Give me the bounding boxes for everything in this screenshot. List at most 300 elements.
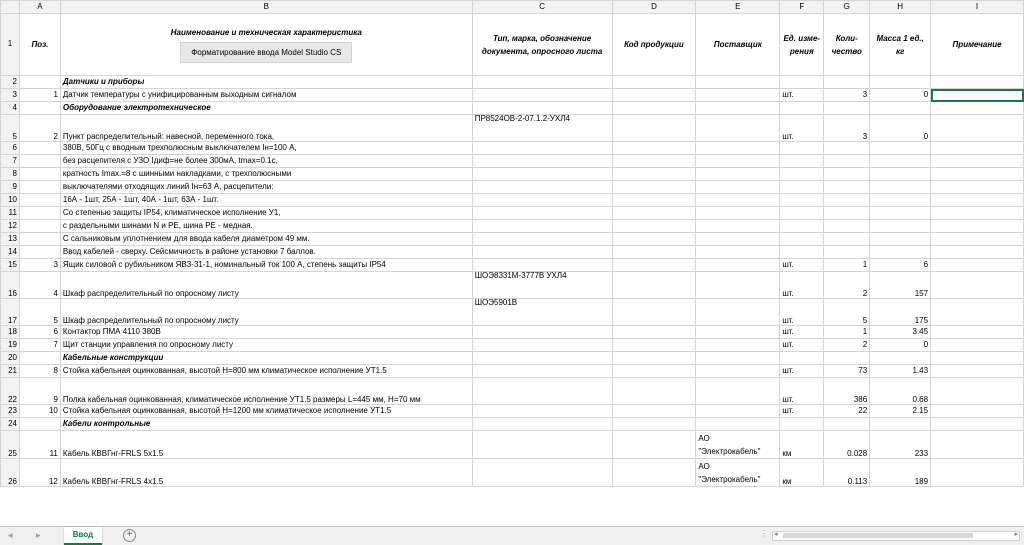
cell-e[interactable]	[696, 259, 780, 272]
cell-i[interactable]	[931, 194, 1024, 207]
cell-g[interactable]	[824, 220, 870, 233]
cell-g[interactable]: 3	[824, 89, 870, 102]
cell-c[interactable]	[472, 459, 612, 487]
cell-g[interactable]	[824, 233, 870, 246]
cell-d[interactable]	[612, 299, 696, 326]
cell-i[interactable]	[931, 207, 1024, 220]
cell-i[interactable]	[931, 155, 1024, 168]
cell-d[interactable]	[612, 365, 696, 378]
cell-g[interactable]	[824, 168, 870, 181]
cell-f[interactable]: шт.	[780, 365, 824, 378]
cell-a[interactable]	[19, 207, 60, 220]
table-row	[1, 378, 1024, 405]
cell-c[interactable]	[472, 352, 612, 365]
cell-f[interactable]	[780, 102, 824, 115]
cell-e[interactable]	[696, 115, 780, 142]
table-row	[1, 246, 1024, 259]
cell-d[interactable]	[612, 102, 696, 115]
cell-f[interactable]: шт.	[780, 272, 824, 299]
cell-h[interactable]	[870, 207, 931, 220]
table-row	[1, 431, 1024, 459]
row-number[interactable]: 14	[1, 246, 20, 259]
table-row	[1, 207, 1024, 220]
cell-e[interactable]	[696, 378, 780, 405]
cell-i[interactable]	[931, 299, 1024, 326]
cell-f[interactable]	[780, 220, 824, 233]
cell-a[interactable]: 5	[19, 299, 60, 326]
cell-d[interactable]	[612, 115, 696, 142]
cell-a[interactable]	[19, 246, 60, 259]
cell-i[interactable]	[931, 220, 1024, 233]
cell-a[interactable]: 7	[19, 339, 60, 352]
cell-a[interactable]	[19, 142, 60, 155]
cell-e[interactable]	[696, 339, 780, 352]
cell-a[interactable]: 1	[19, 89, 60, 102]
cell-c[interactable]	[472, 418, 612, 431]
table-row	[1, 339, 1024, 352]
cell-b[interactable]: выключателями отходящих линий Iн=63 А, расцепители:	[60, 181, 472, 194]
row-number[interactable]: 4	[1, 102, 20, 115]
cell-d[interactable]	[612, 418, 696, 431]
column-header-b[interactable]: B	[60, 1, 472, 14]
cell-f[interactable]: шт.	[780, 405, 824, 418]
cell-d[interactable]	[612, 339, 696, 352]
column-header-g[interactable]: G	[824, 1, 870, 14]
row-number[interactable]: 15	[1, 259, 20, 272]
cell-b[interactable]: Оборудование электротехническое	[60, 102, 472, 115]
cell-a[interactable]	[19, 352, 60, 365]
cell-f[interactable]	[780, 246, 824, 259]
row-number[interactable]: 18	[1, 326, 20, 339]
cell-g[interactable]: 1	[824, 326, 870, 339]
cell-h[interactable]: 0	[870, 89, 931, 102]
table-row	[1, 194, 1024, 207]
cell-d[interactable]	[612, 259, 696, 272]
sheet-tab-vvod[interactable]: Ввод	[64, 527, 102, 545]
cell-c[interactable]	[472, 365, 612, 378]
cell-a[interactable]	[19, 168, 60, 181]
cell-a[interactable]	[19, 102, 60, 115]
cell-g[interactable]: 386	[824, 378, 870, 405]
table-row	[1, 115, 1024, 142]
cell-f[interactable]	[780, 194, 824, 207]
cell-h[interactable]	[870, 76, 931, 89]
cell-e[interactable]	[696, 405, 780, 418]
cell-e[interactable]	[696, 246, 780, 259]
horizontal-scrollbar[interactable]	[772, 531, 1020, 541]
cell-h[interactable]: 6	[870, 259, 931, 272]
table-row	[1, 459, 1024, 487]
cell-h[interactable]	[870, 102, 931, 115]
cell-g[interactable]	[824, 142, 870, 155]
table-row	[1, 259, 1024, 272]
column-header-i[interactable]: I	[931, 1, 1024, 14]
row-number[interactable]: 24	[1, 418, 20, 431]
cell-c[interactable]	[472, 326, 612, 339]
cell-g[interactable]: 2	[824, 339, 870, 352]
cell-e[interactable]	[696, 352, 780, 365]
cell-b[interactable]: Стойка кабельная оцинкованная, высотой H=1200 мм климатическое исполнение УТ1.5	[60, 405, 472, 418]
cell-h[interactable]	[870, 155, 931, 168]
cell-e[interactable]	[696, 272, 780, 299]
cell-g[interactable]	[824, 246, 870, 259]
cell-f[interactable]	[780, 181, 824, 194]
column-header-e[interactable]: E	[696, 1, 780, 14]
cell-c[interactable]	[472, 378, 612, 405]
cell-g[interactable]	[824, 207, 870, 220]
cell-b[interactable]: Датчики и приборы	[60, 76, 472, 89]
row-number[interactable]: 10	[1, 194, 20, 207]
column-header-h[interactable]: H	[870, 1, 931, 14]
cell-f[interactable]	[780, 207, 824, 220]
select-all-corner[interactable]	[1, 1, 20, 14]
cell-g[interactable]	[824, 76, 870, 89]
cell-c[interactable]	[472, 102, 612, 115]
cell-b[interactable]: с раздельными шинами N и PE, шина PE - медная.	[60, 220, 472, 233]
table-row	[1, 155, 1024, 168]
cell-h[interactable]	[870, 352, 931, 365]
cell-e[interactable]	[696, 431, 780, 459]
cell-e[interactable]	[696, 326, 780, 339]
cell-e[interactable]	[696, 76, 780, 89]
cell-h[interactable]: 175	[870, 299, 931, 326]
cell-g[interactable]: 3	[824, 115, 870, 142]
cell-d[interactable]	[612, 233, 696, 246]
cell-i[interactable]	[931, 431, 1024, 459]
cell-b[interactable]: Контактор ПМА 4110 380В	[60, 326, 472, 339]
row-number[interactable]: 26	[1, 459, 20, 487]
cell-f[interactable]: шт.	[780, 259, 824, 272]
cell-d[interactable]	[612, 459, 696, 487]
supplier-line: АО	[698, 433, 710, 443]
cell-a[interactable]	[19, 220, 60, 233]
cell-c[interactable]	[472, 168, 612, 181]
cell-d[interactable]	[612, 76, 696, 89]
cell-c[interactable]: ШОЭ5901В	[472, 299, 612, 326]
cell-a[interactable]: 3	[19, 259, 60, 272]
cell-g[interactable]	[824, 418, 870, 431]
row-number[interactable]: 8	[1, 168, 20, 181]
cell-f[interactable]	[780, 168, 824, 181]
scroll-left-arrow-icon[interactable]: ◂	[774, 531, 778, 538]
cell-d[interactable]	[612, 194, 696, 207]
cell-e[interactable]	[696, 194, 780, 207]
cell-a[interactable]: 2	[19, 115, 60, 142]
cell-e[interactable]	[696, 418, 780, 431]
column-header-c[interactable]: C	[472, 1, 612, 14]
cell-i[interactable]	[931, 181, 1024, 194]
cell-b[interactable]: С сальниковым уплотнением для ввода кабеля диаметром 49 мм.	[60, 233, 472, 246]
cell-g[interactable]	[824, 352, 870, 365]
cell-f[interactable]	[780, 352, 824, 365]
cell-d[interactable]	[612, 155, 696, 168]
cell-i[interactable]	[931, 233, 1024, 246]
cell-b[interactable]: Ввод кабелей - сверху. Сейсмичность в районе установки 7 баллов.	[60, 246, 472, 259]
prev-sheet-arrow-icon[interactable]: ◂	[8, 530, 13, 540]
cell-b[interactable]: Со степенью защиты IP54, климатическое исполнение У1,	[60, 207, 472, 220]
cell-f[interactable]	[780, 418, 824, 431]
cell-d[interactable]	[612, 246, 696, 259]
cell-f[interactable]	[780, 233, 824, 246]
header-cell-quantity[interactable]: Коли-чество	[824, 14, 870, 76]
cell-h[interactable]: 0.68	[870, 378, 931, 405]
cell-g[interactable]	[824, 155, 870, 168]
cell-c[interactable]	[472, 155, 612, 168]
cell-b[interactable]: Кабели контрольные	[60, 418, 472, 431]
header-cell-pos[interactable]: Поз.	[19, 14, 60, 76]
cell-h[interactable]: 157	[870, 272, 931, 299]
cell-e[interactable]	[696, 89, 780, 102]
tab-splitter-dots-icon[interactable]: ⋮	[760, 529, 768, 538]
cell-d[interactable]	[612, 142, 696, 155]
add-sheet-plus-icon[interactable]: +	[123, 529, 136, 542]
header-cell-unit[interactable]: Ед. изме-рения	[780, 14, 824, 76]
cell-g[interactable]: 22	[824, 405, 870, 418]
cell-h[interactable]: 1.43	[870, 365, 931, 378]
cell-i[interactable]	[931, 89, 1024, 102]
cell-f[interactable]: шт.	[780, 378, 824, 405]
cell-i[interactable]	[931, 115, 1024, 142]
cell-b[interactable]: Шкаф распределительный по опросному листу	[60, 272, 472, 299]
cell-f[interactable]: км	[780, 431, 824, 459]
cell-d[interactable]	[612, 207, 696, 220]
cell-c[interactable]: ШОЭ8331М-3777В УХЛ4	[472, 272, 612, 299]
cell-i[interactable]	[931, 168, 1024, 181]
cell-c[interactable]	[472, 220, 612, 233]
table-row	[1, 89, 1024, 102]
cell-b[interactable]: Шкаф распределительный по опросному листу	[60, 299, 472, 326]
row-number[interactable]: 11	[1, 207, 20, 220]
cell-d[interactable]	[612, 326, 696, 339]
table-row	[1, 299, 1024, 326]
row-number[interactable]: 19	[1, 339, 20, 352]
cell-h[interactable]	[870, 246, 931, 259]
cell-a[interactable]: 8	[19, 365, 60, 378]
row-number[interactable]: 17	[1, 299, 20, 326]
cell-a[interactable]	[19, 76, 60, 89]
row-number[interactable]: 12	[1, 220, 20, 233]
cell-d[interactable]	[612, 220, 696, 233]
row-number[interactable]: 7	[1, 155, 20, 168]
cell-h[interactable]	[870, 418, 931, 431]
header-cell-supplier[interactable]: Поставщик	[696, 14, 780, 76]
cell-b[interactable]: Щит станции управления по опросному листу	[60, 339, 472, 352]
cell-h[interactable]	[870, 220, 931, 233]
cell-f[interactable]: км	[780, 459, 824, 487]
cell-i[interactable]	[931, 405, 1024, 418]
row-number[interactable]: 9	[1, 181, 20, 194]
cell-i[interactable]	[931, 459, 1024, 487]
cell-d[interactable]	[612, 378, 696, 405]
row-number[interactable]: 6	[1, 142, 20, 155]
row-number[interactable]: 20	[1, 352, 20, 365]
table-row	[1, 168, 1024, 181]
cell-e[interactable]	[696, 155, 780, 168]
cell-h[interactable]	[870, 181, 931, 194]
cell-e[interactable]	[696, 365, 780, 378]
cell-b[interactable]: кратность Imax.=8 с шинными накладками, с трехполюсными	[60, 168, 472, 181]
row-number[interactable]: 21	[1, 365, 20, 378]
cell-e[interactable]	[696, 102, 780, 115]
cell-b[interactable]: 16А - 1шт, 25А - 1шт, 40А - 1шт, 63А - 1шт.	[60, 194, 472, 207]
cell-e[interactable]	[696, 220, 780, 233]
cell-d[interactable]	[612, 181, 696, 194]
cell-i[interactable]	[931, 272, 1024, 299]
cell-a[interactable]	[19, 418, 60, 431]
cell-b[interactable]: Датчик температуры с унифицированным выходным сигналом	[60, 89, 472, 102]
table-row	[1, 418, 1024, 431]
cell-i[interactable]	[931, 142, 1024, 155]
cell-b[interactable]: Кабельные конструкции	[60, 352, 472, 365]
cell-d[interactable]	[612, 168, 696, 181]
cell-a[interactable]: 6	[19, 326, 60, 339]
cell-a[interactable]: 12	[19, 459, 60, 487]
cell-c[interactable]	[472, 89, 612, 102]
cell-i[interactable]	[931, 418, 1024, 431]
next-sheet-arrow-icon[interactable]: ▸	[36, 530, 41, 540]
cell-i[interactable]	[931, 378, 1024, 405]
cell-c[interactable]	[472, 142, 612, 155]
cell-h[interactable]: 189	[870, 459, 931, 487]
cell-f[interactable]: шт.	[780, 89, 824, 102]
cell-a[interactable]: 11	[19, 431, 60, 459]
row-number[interactable]: 22	[1, 378, 20, 405]
header-cell-code[interactable]: Код продукции	[612, 14, 696, 76]
cell-h[interactable]	[870, 142, 931, 155]
cell-h[interactable]: 2.15	[870, 405, 931, 418]
cell-g[interactable]: 2	[824, 272, 870, 299]
cell-a[interactable]: 10	[19, 405, 60, 418]
sheet-tab-bar	[0, 526, 1024, 545]
cell-b[interactable]: Кабель КВВГнг-FRLS 4х1.5	[60, 459, 472, 487]
row-number[interactable]: 1	[1, 14, 20, 76]
cell-f[interactable]: шт.	[780, 299, 824, 326]
cell-e[interactable]	[696, 207, 780, 220]
column-header-a[interactable]: A	[19, 1, 60, 14]
cell-g[interactable]	[824, 194, 870, 207]
cell-c[interactable]	[472, 181, 612, 194]
row-number[interactable]: 3	[1, 89, 20, 102]
cell-h[interactable]	[870, 233, 931, 246]
cell-h[interactable]	[870, 194, 931, 207]
cell-c[interactable]	[472, 259, 612, 272]
cell-f[interactable]: шт.	[780, 339, 824, 352]
cell-e[interactable]	[696, 168, 780, 181]
cell-c[interactable]	[472, 431, 612, 459]
cell-g[interactable]: 5	[824, 299, 870, 326]
cell-b[interactable]: 380В, 50Гц с вводным трехполюсным выключателем Iн=100 А,	[60, 142, 472, 155]
cell-h[interactable]: 233	[870, 431, 931, 459]
table-row	[1, 326, 1024, 339]
cell-i[interactable]	[931, 246, 1024, 259]
cell-g[interactable]: 0.113	[824, 459, 870, 487]
cell-d[interactable]	[612, 352, 696, 365]
cell-g[interactable]: 1	[824, 259, 870, 272]
cell-b[interactable]: Стойка кабельная оцинкованная, высотой H=800 мм климатическое исполнение УТ1.5	[60, 365, 472, 378]
cell-g[interactable]	[824, 181, 870, 194]
cell-h[interactable]	[870, 168, 931, 181]
cell-e[interactable]	[696, 459, 780, 487]
cell-d[interactable]	[612, 405, 696, 418]
header-cell-name[interactable]	[60, 14, 472, 76]
cell-c[interactable]	[472, 194, 612, 207]
cell-a[interactable]	[19, 181, 60, 194]
cell-g[interactable]: 0.028	[824, 431, 870, 459]
cell-e[interactable]	[696, 142, 780, 155]
row-number[interactable]: 16	[1, 272, 20, 299]
cell-c[interactable]	[472, 233, 612, 246]
cell-h[interactable]: 0	[870, 339, 931, 352]
cell-b[interactable]: Полка кабельная оцинкованная, климатическое исполнение УТ1.5 размеры L=445 мм, H=70 мм	[60, 378, 472, 405]
cell-a[interactable]: 4	[19, 272, 60, 299]
row-number[interactable]: 13	[1, 233, 20, 246]
cell-c[interactable]	[472, 339, 612, 352]
cell-f[interactable]	[780, 76, 824, 89]
row-number[interactable]: 5	[1, 115, 20, 142]
cell-i[interactable]	[931, 326, 1024, 339]
cell-d[interactable]	[612, 89, 696, 102]
row-number[interactable]: 2	[1, 76, 20, 89]
cell-e[interactable]	[696, 181, 780, 194]
table-row	[1, 76, 1024, 89]
header-cell-note[interactable]: Примечание	[931, 14, 1024, 76]
scroll-right-arrow-icon[interactable]: ▸	[1014, 531, 1018, 538]
row-number[interactable]: 25	[1, 431, 20, 459]
header-cell-mass[interactable]: Масса 1 ед., кг	[870, 14, 931, 76]
cell-g[interactable]: 73	[824, 365, 870, 378]
cell-b[interactable]: Пункт распределительный: навесной, переменного тока,	[60, 115, 472, 142]
cell-h[interactable]: 3.45	[870, 326, 931, 339]
header-cell-type[interactable]: Тип, марка, обозначение документа, опросного листа	[472, 14, 612, 76]
cell-a[interactable]	[19, 194, 60, 207]
supplier-line: "Электрокабель"	[698, 474, 761, 484]
table-row	[1, 365, 1024, 378]
cell-c[interactable]	[472, 246, 612, 259]
cell-i[interactable]	[931, 365, 1024, 378]
cell-b[interactable]: Ящик силовой с рубильником ЯВЗ-31-1, номинальный ток 100 А, степень защиты IP54	[60, 259, 472, 272]
cell-c[interactable]	[472, 207, 612, 220]
scrollbar-thumb[interactable]	[783, 533, 973, 538]
supplier-line: АО	[698, 461, 710, 471]
cell-b[interactable]: Кабель КВВГнг-FRLS 5х1.5	[60, 431, 472, 459]
cell-b[interactable]: без расцепителя с УЗО Iдиф=не более 300мА, tmax=0.1с,	[60, 155, 472, 168]
cell-e[interactable]	[696, 299, 780, 326]
column-header-f[interactable]: F	[780, 1, 824, 14]
cell-i[interactable]	[931, 352, 1024, 365]
cell-i[interactable]	[931, 339, 1024, 352]
cell-a[interactable]	[19, 233, 60, 246]
cell-f[interactable]: шт.	[780, 326, 824, 339]
cell-e[interactable]	[696, 233, 780, 246]
cell-f[interactable]: шт.	[780, 115, 824, 142]
row-number[interactable]: 23	[1, 405, 20, 418]
cell-c[interactable]: ПР8524ОВ-2-07.1.2-УХЛ4	[472, 115, 612, 142]
cell-c[interactable]	[472, 405, 612, 418]
cell-i[interactable]	[931, 259, 1024, 272]
cell-a[interactable]	[19, 155, 60, 168]
cell-g[interactable]	[824, 102, 870, 115]
cell-h[interactable]: 0	[870, 115, 931, 142]
column-header-d[interactable]: D	[612, 1, 696, 14]
cell-i[interactable]	[931, 76, 1024, 89]
cell-c[interactable]	[472, 76, 612, 89]
cell-a[interactable]: 9	[19, 378, 60, 405]
cell-d[interactable]	[612, 272, 696, 299]
cell-f[interactable]	[780, 155, 824, 168]
cell-f[interactable]	[780, 142, 824, 155]
cell-i[interactable]	[931, 102, 1024, 115]
cell-d[interactable]	[612, 431, 696, 459]
